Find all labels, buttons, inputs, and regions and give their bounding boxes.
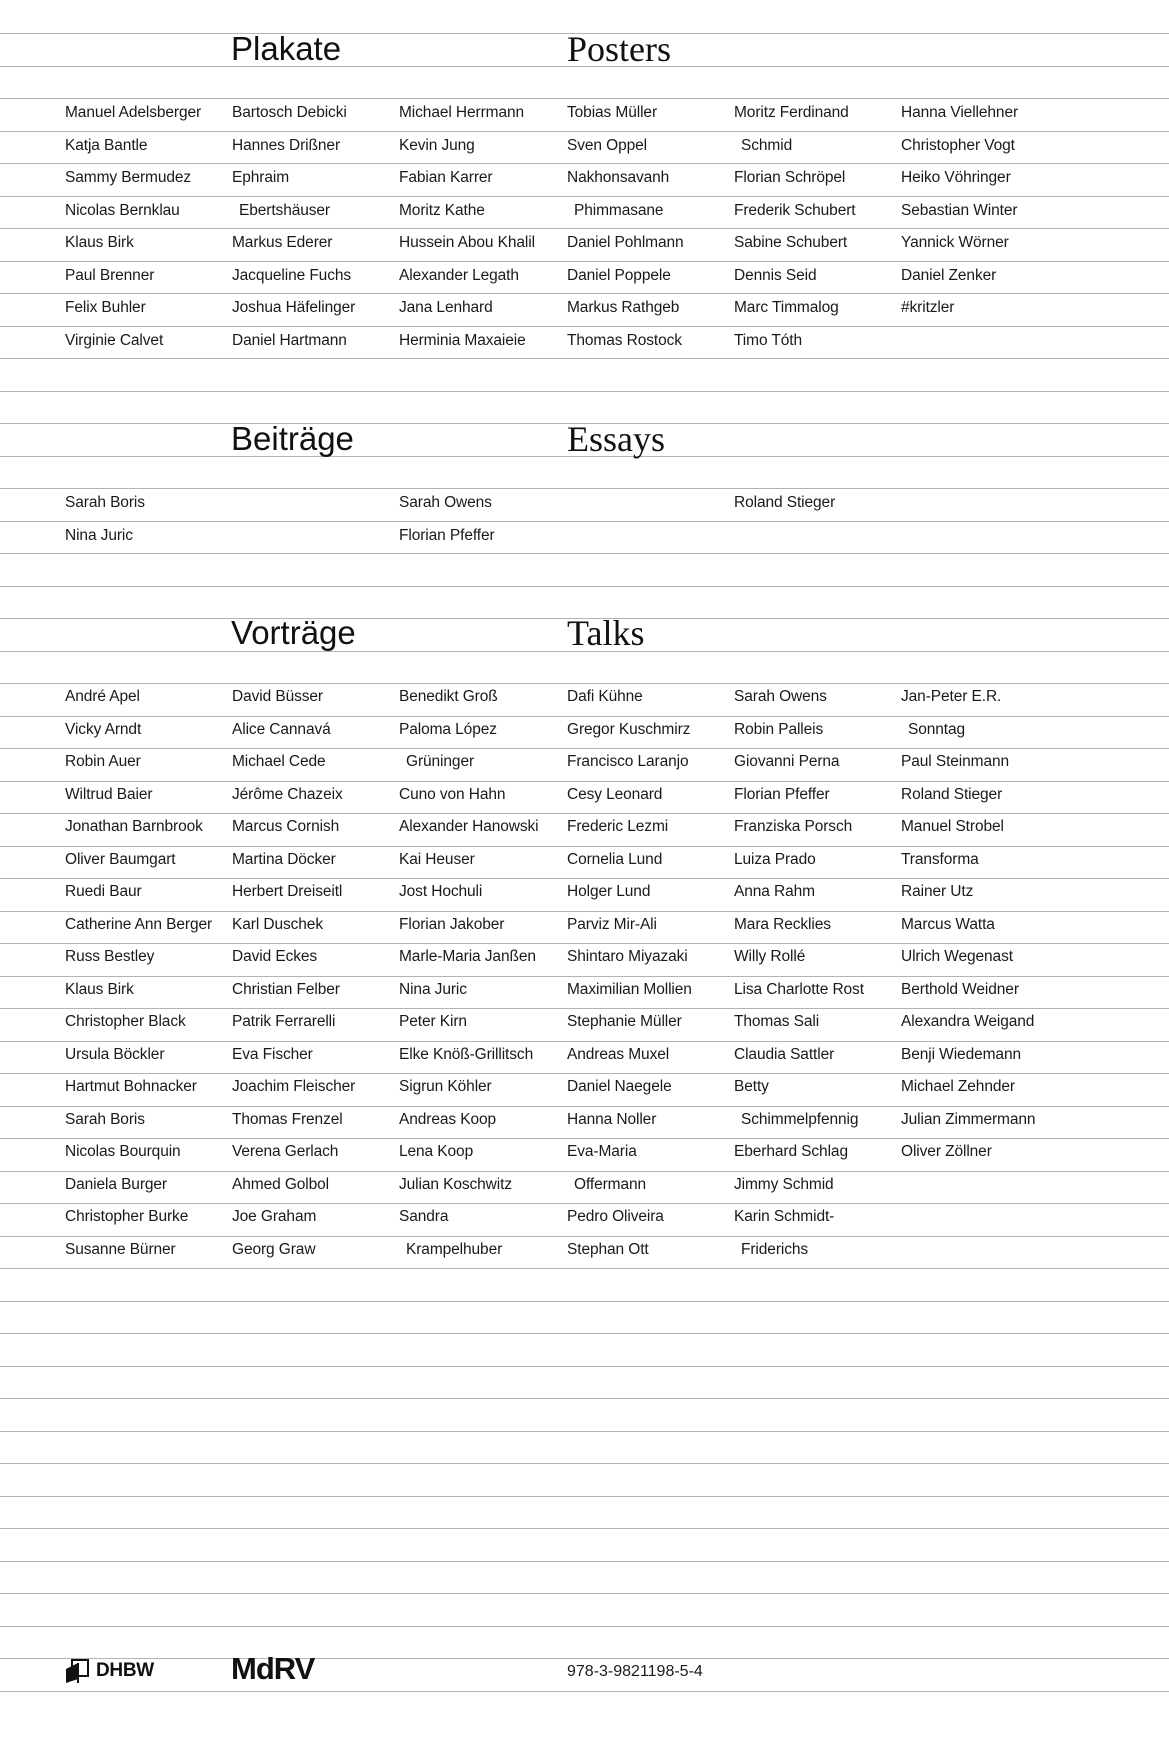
rule-line (0, 1008, 1169, 1009)
contributor-name: Rainer Utz (901, 883, 974, 900)
contributor-name: Alexander Hanowski (399, 818, 539, 835)
contributor-name: Dafi Kühne (567, 688, 643, 705)
contributor-name: Maximilian Mollien (567, 981, 692, 998)
contributor-name: Betty (734, 1078, 769, 1095)
contributor-name: Holger Lund (567, 883, 651, 900)
contributor-name: Phimmasane (574, 202, 664, 219)
contributor-name: Herbert Dreiseitl (232, 883, 343, 900)
contributor-name: Sandra (399, 1208, 449, 1225)
contributor-name: Ruedi Baur (65, 883, 142, 900)
contributor-name: Berthold Weidner (901, 981, 1019, 998)
contributor-name: Daniel Hartmann (232, 332, 347, 349)
rule-line (0, 261, 1169, 262)
contributor-name: Felix Buhler (65, 299, 146, 316)
contributor-name: Florian Pfeffer (399, 527, 495, 544)
contributor-name: #kritzler (901, 299, 955, 316)
contributor-name: Karl Duschek (232, 916, 323, 933)
contributor-name: Michael Zehnder (901, 1078, 1015, 1095)
contributor-name: David Büsser (232, 688, 323, 705)
contributor-name: Christopher Burke (65, 1208, 189, 1225)
contributor-name: Stephan Ott (567, 1241, 649, 1258)
rule-line (0, 1528, 1169, 1529)
contributor-name: Verena Gerlach (232, 1143, 339, 1160)
rule-line (0, 488, 1169, 489)
contributor-name: Sarah Owens (399, 494, 492, 511)
contributor-name: Moritz Kathe (399, 202, 485, 219)
contributor-name: Frederik Schubert (734, 202, 856, 219)
rule-line (0, 683, 1169, 684)
contributor-name: Kevin Jung (399, 137, 475, 154)
dhbw-logo-text: DHBW (96, 1660, 154, 1681)
contributor-name: Giovanni Perna (734, 753, 840, 770)
rule-line (0, 358, 1169, 359)
contributor-name: Virginie Calvet (65, 332, 164, 349)
rule-line (0, 553, 1169, 554)
rule-line (0, 716, 1169, 717)
contributor-name: Mara Recklies (734, 916, 831, 933)
rule-line (0, 326, 1169, 327)
contributor-name: Shintaro Miyazaki (567, 948, 688, 965)
rule-line (0, 1366, 1169, 1367)
rule-line (0, 1138, 1169, 1139)
contributor-name: Elke Knöß-Grillitsch (399, 1046, 534, 1063)
heading-beitraege: Beiträge (231, 420, 354, 457)
contributor-name: Sarah Owens (734, 688, 827, 705)
rule-line (0, 1691, 1169, 1692)
rule-line (0, 1431, 1169, 1432)
contributor-name: Heiko Vöhringer (901, 169, 1011, 186)
contributor-name: Michael Herrmann (399, 104, 525, 121)
contributor-name: Marcus Cornish (232, 818, 340, 835)
contributor-name: Stephanie Müller (567, 1013, 682, 1030)
contributor-name: Marcus Watta (901, 916, 995, 933)
contributor-name: Florian Pfeffer (734, 786, 830, 803)
contributor-name: Wiltrud Baier (65, 786, 153, 803)
contributor-name: Daniel Poppele (567, 267, 671, 284)
contributor-name: Nicolas Bourquin (65, 1143, 181, 1160)
contributor-name: Julian Koschwitz (399, 1176, 512, 1193)
heading-vortraege: Vorträge (231, 614, 356, 651)
contributor-name: Marc Timmalog (734, 299, 839, 316)
contributor-name: Jonathan Barnbrook (65, 818, 203, 835)
contributor-name: Herminia Maxaieie (399, 332, 526, 349)
contributor-name: Gregor Kuschmirz (567, 721, 691, 738)
rule-line (0, 911, 1169, 912)
rule-line (0, 878, 1169, 879)
contributor-name: Sarah Boris (65, 1111, 145, 1128)
contributor-name: Cuno von Hahn (399, 786, 506, 803)
contributor-name: Patrik Ferrarelli (232, 1013, 336, 1030)
contributor-name: Robin Palleis (734, 721, 824, 738)
contributor-name: Paloma López (399, 721, 497, 738)
contributor-name: Andreas Koop (399, 1111, 497, 1128)
rule-line (0, 196, 1169, 197)
contributor-name: Nina Juric (65, 527, 133, 544)
contributor-name: Hanna Noller (567, 1111, 657, 1128)
contributor-name: Thomas Rostock (567, 332, 682, 349)
contributor-name: Krampelhuber (406, 1241, 503, 1258)
contributor-name: Sammy Bermudez (65, 169, 192, 186)
contributor-name: Daniela Burger (65, 1176, 167, 1193)
contributor-name: Alice Cannavá (232, 721, 331, 738)
contributor-name: Tobias Müller (567, 104, 658, 121)
contributor-name: Sabine Schubert (734, 234, 848, 251)
contributor-name: Alexander Legath (399, 267, 519, 284)
contributor-name: Robin Auer (65, 753, 141, 770)
contributor-name: Karin Schmidt- (734, 1208, 835, 1225)
rule-line (0, 1496, 1169, 1497)
contributor-name: Oliver Baumgart (65, 851, 176, 868)
contributor-name: Friderichs (741, 1241, 809, 1258)
contributor-name: Martina Döcker (232, 851, 336, 868)
contributor-name: Christopher Black (65, 1013, 186, 1030)
contributor-name: Sven Oppel (567, 137, 647, 154)
rule-line (0, 1106, 1169, 1107)
rule-line (0, 748, 1169, 749)
contributor-name: Sarah Boris (65, 494, 145, 511)
contributor-name: Katja Bantle (65, 137, 148, 154)
heading-essays: Essays (567, 419, 665, 459)
contributor-name: Yannick Wörner (901, 234, 1009, 251)
rule-line (0, 1171, 1169, 1172)
contributor-name: Jimmy Schmid (734, 1176, 834, 1193)
contributor-name: Hanna Viellehner (901, 104, 1019, 121)
contributor-name: Sonntag (908, 721, 966, 738)
rule-line (0, 1203, 1169, 1204)
contributor-name: Anna Rahm (734, 883, 815, 900)
rule-line (0, 98, 1169, 99)
contributor-name: Manuel Strobel (901, 818, 1004, 835)
contributor-name: Julian Zimmermann (901, 1111, 1036, 1128)
contributor-name: Klaus Birk (65, 234, 134, 251)
rule-line (0, 1658, 1169, 1659)
contributor-name: David Eckes (232, 948, 318, 965)
contributor-name: Thomas Sali (734, 1013, 820, 1030)
contributor-name: Ebertshäuser (239, 202, 330, 219)
rule-line (0, 1398, 1169, 1399)
contributor-name: Vicky Arndt (65, 721, 142, 738)
contributor-name: Kai Heuser (399, 851, 475, 868)
contributor-name: Lisa Charlotte Rost (734, 981, 864, 998)
contributor-name: Thomas Frenzel (232, 1111, 343, 1128)
contributor-name: Cornelia Lund (567, 851, 663, 868)
contributor-name: Schimmelpfennig (741, 1111, 859, 1128)
contributor-name: Hussein Abou Khalil (399, 234, 535, 251)
contributor-name: Roland Stieger (734, 494, 836, 511)
contributor-name: Willy Rollé (734, 948, 806, 965)
contributor-name: Parviz Mir-Ali (567, 916, 657, 933)
contributor-name: Georg Graw (232, 1241, 316, 1258)
contributor-name: Ephraim (232, 169, 290, 186)
contributor-name: Daniel Naegele (567, 1078, 672, 1095)
contributor-name: Fabian Karrer (399, 169, 493, 186)
contributor-name: Offermann (574, 1176, 647, 1193)
contributor-name: Nina Juric (399, 981, 467, 998)
contributor-name: Christian Felber (232, 981, 340, 998)
contributor-name: Sigrun Köhler (399, 1078, 492, 1095)
rule-line (0, 1268, 1169, 1269)
rule-line (0, 391, 1169, 392)
contributor-name: Klaus Birk (65, 981, 134, 998)
contributor-name: Manuel Adelsberger (65, 104, 202, 121)
contributor-name: Moritz Ferdinand (734, 104, 849, 121)
heading-plakate: Plakate (231, 30, 342, 67)
contributor-name: Marle-Maria Janßen (399, 948, 536, 965)
contributor-name: Jérôme Chazeix (232, 786, 343, 803)
contributor-name: Schmid (741, 137, 793, 154)
contributor-name: Jost Hochuli (399, 883, 483, 900)
isbn: 978-3-9821198-5-4 (567, 1663, 703, 1680)
contributor-name: Christopher Vogt (901, 137, 1015, 154)
rule-line (0, 228, 1169, 229)
contributor-name: Catherine Ann Berger (65, 916, 213, 933)
contributor-name: Oliver Zöllner (901, 1143, 992, 1160)
contributor-name: Andreas Muxel (567, 1046, 670, 1063)
contributor-name: Grüninger (406, 753, 475, 770)
rule-line (0, 1626, 1169, 1627)
contributor-name: Claudia Sattler (734, 1046, 835, 1063)
contributor-name: Alexandra Weigand (901, 1013, 1035, 1030)
contributor-name: Nakhonsavanh (567, 169, 670, 186)
contributor-name: Daniel Pohlmann (567, 234, 684, 251)
contributor-name: Markus Ederer (232, 234, 333, 251)
contributor-name: Russ Bestley (65, 948, 155, 965)
contributor-name: Cesy Leonard (567, 786, 663, 803)
contributor-name: Hannes Drißner (232, 137, 341, 154)
contributor-name: Joachim Fleischer (232, 1078, 356, 1095)
contributor-name: Benedikt Groß (399, 688, 498, 705)
rule-line (0, 293, 1169, 294)
rule-line (0, 943, 1169, 944)
contributor-name: Joe Graham (232, 1208, 317, 1225)
rule-line (0, 1561, 1169, 1562)
dhbw-logo (64, 1657, 154, 1685)
dhbw-logo-mark-icon (64, 1657, 92, 1685)
rule-line (0, 1073, 1169, 1074)
rule-line (0, 521, 1169, 522)
contributor-name: Timo Tóth (734, 332, 803, 349)
contributor-name: André Apel (65, 688, 140, 705)
contributor-name: Dennis Seid (734, 267, 817, 284)
mdrv-logo: MdRV (231, 1651, 315, 1686)
contributor-name: Jana Lenhard (399, 299, 493, 316)
rule-line (0, 813, 1169, 814)
contributor-name: Roland Stieger (901, 786, 1003, 803)
contributor-name: Susanne Bürner (65, 1241, 176, 1258)
heading-talks: Talks (567, 613, 645, 653)
contributor-name: Transforma (901, 851, 979, 868)
contributor-name: Paul Brenner (65, 267, 155, 284)
contributor-name: Ursula Böckler (65, 1046, 165, 1063)
contributor-name: Ahmed Golbol (232, 1176, 330, 1193)
contributor-name: Jacqueline Fuchs (232, 267, 352, 284)
contributor-name: Benji Wiedemann (901, 1046, 1021, 1063)
contributor-name: Francisco Laranjo (567, 753, 689, 770)
rule-line (0, 131, 1169, 132)
contributor-name: Hartmut Bohnacker (65, 1078, 197, 1095)
contributor-name: Paul Steinmann (901, 753, 1010, 770)
rule-line (0, 1301, 1169, 1302)
rule-line (0, 586, 1169, 587)
contributor-name: Jan-Peter E.R. (901, 688, 1002, 705)
heading-posters: Posters (567, 29, 672, 69)
rule-line (0, 1041, 1169, 1042)
contributor-name: Bartosch Debicki (232, 104, 347, 121)
contributor-name: Frederic Lezmi (567, 818, 669, 835)
rule-line (0, 1236, 1169, 1237)
contributor-name: Ulrich Wegenast (901, 948, 1013, 965)
contributor-name: Florian Jakober (399, 916, 505, 933)
rule-line (0, 781, 1169, 782)
contributor-name: Eva Fischer (232, 1046, 313, 1063)
contributor-name: Luiza Prado (734, 851, 816, 868)
contributor-name: Michael Cede (232, 753, 326, 770)
rule-line (0, 976, 1169, 977)
contributor-name: Florian Schröpel (734, 169, 846, 186)
contributor-name: Sebastian Winter (901, 202, 1018, 219)
rule-line (0, 163, 1169, 164)
rule-line (0, 1333, 1169, 1334)
contributor-name: Lena Koop (399, 1143, 474, 1160)
contributor-name: Peter Kirn (399, 1013, 467, 1030)
rule-line (0, 846, 1169, 847)
rule-line (0, 1463, 1169, 1464)
contributor-name: Pedro Oliveira (567, 1208, 664, 1225)
rule-line (0, 1593, 1169, 1594)
contributor-name: Nicolas Bernklau (65, 202, 180, 219)
contributor-name: Joshua Häfelinger (232, 299, 356, 316)
contributor-name: Franziska Porsch (734, 818, 853, 835)
contributor-name: Markus Rathgeb (567, 299, 680, 316)
contributor-name: Eberhard Schlag (734, 1143, 848, 1160)
contributor-name: Daniel Zenker (901, 267, 997, 284)
contributor-name: Eva-Maria (567, 1143, 637, 1160)
